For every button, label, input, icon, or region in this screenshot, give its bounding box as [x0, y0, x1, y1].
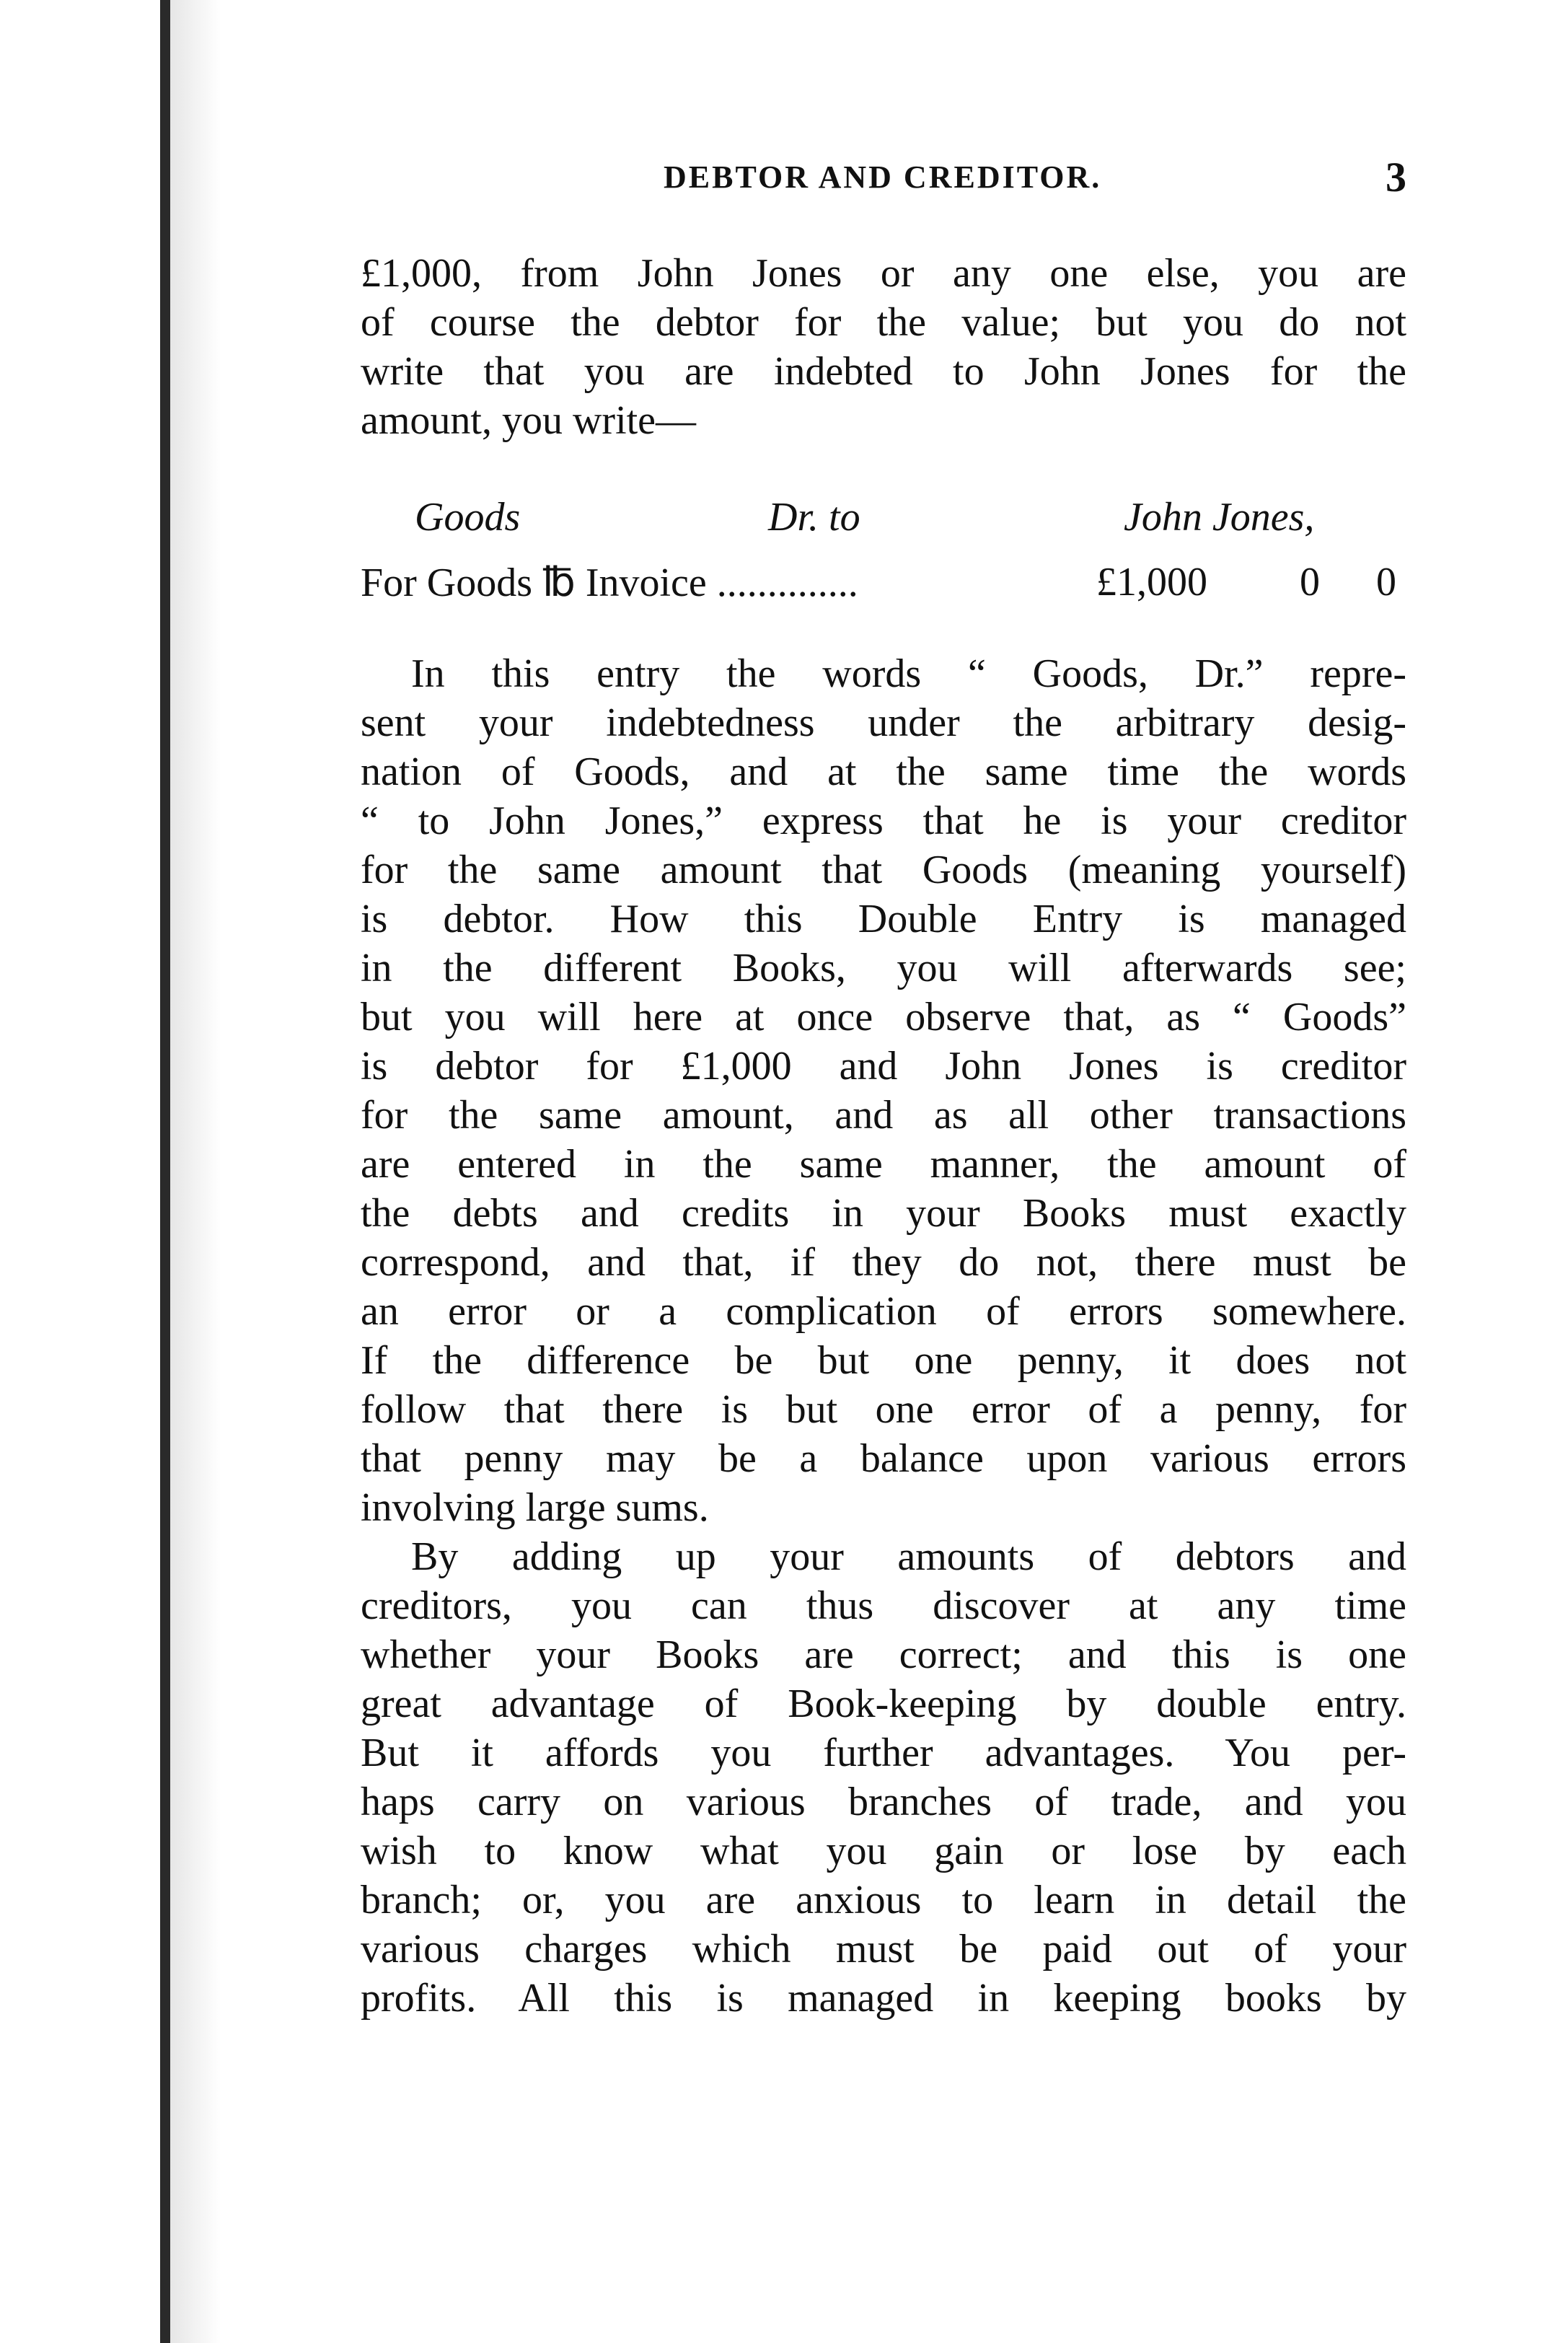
- running-head: [361, 154, 1406, 202]
- text-line: branch; or, you are anxious to learn in detail the: [361, 1878, 1406, 1922]
- text-line: is debtor. How this Double Entry is managed: [361, 897, 1406, 941]
- text-line: is debtor for £1,000 and John Jones is creditor: [361, 1044, 1406, 1089]
- text-line: £1,000, from John Jones or any one else, you are: [361, 251, 1406, 296]
- text-line: haps carry on various branches of trade, and you: [361, 1780, 1406, 1824]
- text-line: but you will here at once observe that, as “ Goods”: [361, 995, 1406, 1039]
- text-line: follow that there is but one error of a penny, for: [361, 1387, 1406, 1432]
- text-line: If the difference be but one penny, it does not: [361, 1338, 1406, 1383]
- journal-entry-heading: [361, 494, 1406, 545]
- text-line: By adding up your amounts of debtors and: [411, 1534, 1406, 1579]
- entry-description: For Goods ℔ Invoice ..............: [361, 561, 858, 605]
- text-line: correspond, and that, if they do not, there must be: [361, 1240, 1406, 1285]
- debit-account: Goods: [415, 495, 521, 540]
- text-line: amount, you write—: [361, 398, 697, 443]
- text-line: of course the debtor for the value; but you do not: [361, 300, 1406, 345]
- entry-amount-pounds: £1,000: [1096, 560, 1207, 605]
- text-line: write that you are indebted to John Jones for the: [361, 349, 1406, 394]
- text-line: nation of Goods, and at the same time the words: [361, 750, 1406, 794]
- journal-entry-line: [361, 559, 1406, 610]
- text-line: But it affords you further advantages. You per-: [361, 1731, 1406, 1775]
- credit-account: John Jones,: [1124, 495, 1315, 540]
- dr-to-label: Dr. to: [768, 495, 860, 540]
- text-line: profits. All this is managed in keeping books by: [361, 1976, 1406, 2021]
- book-spine-edge: [160, 0, 170, 2343]
- text-line: “ to John Jones,” express that he is your creditor: [361, 799, 1406, 843]
- running-title: DEBTOR AND CREDITOR.: [664, 159, 1102, 195]
- text-line: the debts and credits in your Books must exactly: [361, 1191, 1406, 1236]
- entry-amount-pence: 0: [1376, 560, 1396, 605]
- text-line: various charges which must be paid out of your: [361, 1927, 1406, 1971]
- text-line: creditors, you can thus discover at any time: [361, 1583, 1406, 1628]
- book-page: [361, 0, 1406, 2343]
- text-line: for the same amount, and as all other transactions: [361, 1093, 1406, 1138]
- text-line: wish to know what you gain or lose by each: [361, 1829, 1406, 1873]
- text-line: that penny may be a balance upon various errors: [361, 1436, 1406, 1481]
- text-line: In this entry the words “ Goods, Dr.” repre-: [411, 651, 1406, 696]
- text-line: for the same amount that Goods (meaning yourself): [361, 848, 1406, 892]
- text-line: whether your Books are correct; and this is one: [361, 1632, 1406, 1677]
- text-line: involving large sums.: [361, 1485, 709, 1530]
- text-line: sent your indebtedness under the arbitrary desig-: [361, 700, 1406, 745]
- text-line: are entered in the same manner, the amount of: [361, 1142, 1406, 1187]
- gutter-shadow: [170, 0, 221, 2343]
- text-line: an error or a complication of errors somewhere.: [361, 1289, 1406, 1334]
- page-number: 3: [1386, 154, 1406, 201]
- intro-text: [361, 249, 1406, 445]
- body-text: [361, 649, 1406, 2023]
- text-line: great advantage of Book-keeping by double entry.: [361, 1682, 1406, 1726]
- entry-amount-shillings: 0: [1300, 560, 1320, 605]
- text-line: in the different Books, you will afterwards see;: [361, 946, 1406, 990]
